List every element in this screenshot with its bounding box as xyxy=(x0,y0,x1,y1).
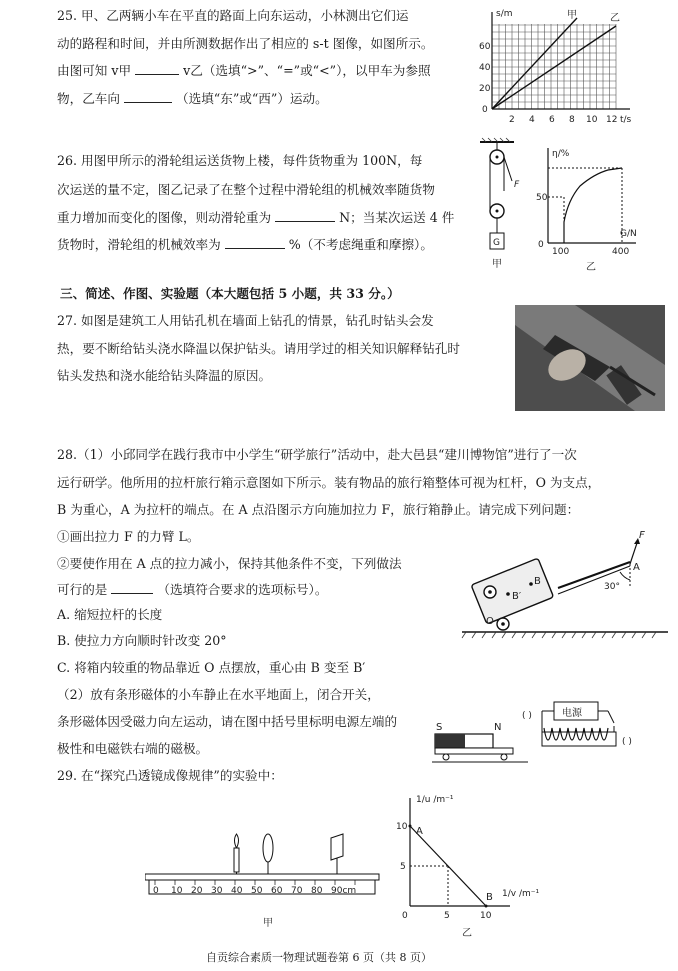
q25-st-graph xyxy=(470,4,675,124)
page-footer: 自贡综合素质一物理试题卷第 6 页（共 8 页） xyxy=(206,951,432,964)
q26-ytick-50: 50 xyxy=(536,193,548,203)
q26-line-3 xyxy=(57,209,454,226)
q25-label-jia: 甲 xyxy=(567,10,577,21)
q28-part-2-line-2: 条形磁体因受磁力向左运动，请在图中括号里标明电源左端的 xyxy=(57,714,398,729)
q25-label-yi: 乙 xyxy=(610,13,620,24)
q26-force-label: F xyxy=(514,180,520,190)
q29-point-a: A xyxy=(416,826,423,837)
q29-point-b: B xyxy=(486,892,493,903)
q28-feasible-text: 可行的是 xyxy=(57,582,108,597)
bench-tick-0: 0 xyxy=(153,886,159,896)
q25-line-yi xyxy=(492,26,616,109)
label-angle: 30° xyxy=(604,582,620,592)
q26-efficiency-text: 货物时，滑轮组的机械效率为 xyxy=(57,237,221,252)
drill-scene xyxy=(515,305,665,411)
q26-line-1: 26. 用图甲所示的滑轮组运送货物上楼，每件货物重为 100N，每 xyxy=(57,153,423,168)
label-a: A xyxy=(633,562,640,573)
q25-xtick-2: 2 xyxy=(509,115,515,124)
q29-xtick-5: 5 xyxy=(444,911,450,921)
q26-line-2: 次运送的量不定，图乙记录了在整个过程中滑轮组的机械效率随货物 xyxy=(57,182,435,197)
q25-blank-2[interactable] xyxy=(124,90,172,103)
q26-xlabel: G/N xyxy=(620,229,637,239)
q28-line-3: B 为重心，A 为拉杆的端点。在 A 点沿图示方向施加拉力 F，旅行箱静止。请完成下列问题： xyxy=(57,502,580,517)
bench-tick-30: 30 xyxy=(211,886,223,896)
q29-xlabel: 1/v /m⁻¹ xyxy=(502,889,540,899)
magnet-n: N xyxy=(494,722,502,733)
bench-tick-40: 40 xyxy=(231,886,243,896)
q26-blank-1[interactable] xyxy=(275,209,335,222)
q28-line-1: 28.（1）小邱同学在践行我市中小学生“研学旅行”活动中，赴大邑县“建川博物馆”进行了一次 xyxy=(57,447,577,462)
q29-ytick-5: 5 xyxy=(400,862,406,872)
magnet-s: S xyxy=(436,722,443,733)
q26-weight-label: G xyxy=(493,238,500,248)
q28-item-2: ②要使作用在 A 点的拉力减小，保持其他条件不变，下列做法 xyxy=(57,556,402,571)
power-source-label: 电源 xyxy=(562,708,582,719)
q25-choose: （选填“东”或“西”）运动。 xyxy=(176,91,328,106)
q26-line-4 xyxy=(57,236,433,253)
q25-line-4 xyxy=(57,90,328,107)
q25-xtick-8: 8 xyxy=(569,115,575,124)
convex-lens xyxy=(263,834,273,862)
q25-line-1: 25. 甲、乙两辆小车在平直的路面上向东运动，小林测出它们运 xyxy=(57,8,409,23)
q28-part-2-line-3: 极性和电磁铁右端的磁极。 xyxy=(57,741,209,756)
q26-caption-jia: 甲 xyxy=(492,259,502,270)
bench-tick-80: 80 xyxy=(311,886,323,896)
q26-efficiency-graph xyxy=(536,140,671,275)
q28-option-a: A. 缩短拉杆的长度 xyxy=(57,607,163,622)
q26-note: %（不考虑绳重和摩擦）。 xyxy=(288,237,433,252)
q25-blank-1[interactable] xyxy=(135,62,179,75)
q26-ytick-0: 0 xyxy=(538,240,544,250)
q29-caption: 乙 xyxy=(462,928,472,939)
q29-ytick-10: 10 xyxy=(396,822,408,832)
q25-car-dir: 物，乙车向 xyxy=(57,91,120,106)
label-f: F xyxy=(639,530,645,541)
q28-option-c: C. 将箱内较重的物品靠近 O 点摆放，重心由 B 变至 B′ xyxy=(57,660,366,675)
screen xyxy=(331,834,343,860)
q25-line-3 xyxy=(57,62,431,79)
paren-source: ( ) xyxy=(522,711,532,721)
q26-caption-yi: 乙 xyxy=(586,262,596,273)
q26-xtick-100: 100 xyxy=(552,247,570,257)
q28-part-2-line-1: （2）放有条形磁体的小车静止在水平地面上，闭合开关， xyxy=(57,687,380,702)
bench-tick-90cm: 90cm xyxy=(331,886,357,896)
q25-ylabel: s/m xyxy=(496,9,513,19)
q25-xtick-4: 4 xyxy=(529,115,535,124)
q29-xtick-10: 10 xyxy=(480,911,492,921)
q28-select-hint: （选填符合要求的选项标号）。 xyxy=(157,582,328,597)
q29-optical-bench xyxy=(145,828,385,938)
q28-line-6 xyxy=(57,581,327,598)
q25-xtick-10: 10 xyxy=(586,115,598,124)
q25-ytick-40: 40 xyxy=(479,63,491,73)
q26-ylabel: η/% xyxy=(552,149,570,159)
q26-blank-2[interactable] xyxy=(225,236,285,249)
q28-magnet-diagram xyxy=(432,688,672,768)
q25-xtick-12: 12 xyxy=(606,115,618,124)
q25-ytick-0: 0 xyxy=(482,105,488,115)
paren-magnet: ( ) xyxy=(622,737,632,747)
q25-vjia: 由图可知 v甲 xyxy=(57,63,132,78)
q29-ylabel: 1/u /m⁻¹ xyxy=(416,795,454,805)
bench-tick-10: 10 xyxy=(171,886,183,896)
q28-line-2: 远行研学。他所用的拉杆旅行箱示意图如下所示。装有物品的旅行箱整体可视为杠杆，O 为支点， xyxy=(57,475,601,490)
q29-ytick-0: 0 xyxy=(402,911,408,921)
q29-uv-graph xyxy=(390,790,550,940)
drilling-photo xyxy=(515,305,665,411)
q26-pulley-weight-text: 重力增加而变化的图像，则动滑轮重为 xyxy=(57,210,272,225)
q27-line-3: 钻头发热和浇水能给钻头降温的原因。 xyxy=(57,368,272,383)
label-b-prime: B′ xyxy=(512,591,522,602)
q26-xtick-400: 400 xyxy=(612,247,630,257)
q25-line-2: 动的路程和时间，并由所测数据作出了相应的 s-t 图像，如图所示。 xyxy=(57,36,434,51)
q26-curve xyxy=(564,168,622,243)
q28-suitcase-diagram xyxy=(458,528,670,640)
q27-line-1: 27. 如图是建筑工人用钻孔机在墙面上钻孔的情景，钻孔时钻头会发 xyxy=(57,313,434,328)
q29-line-1: 29. 在“探究凸透镜成像规律”的实验中： xyxy=(57,768,283,783)
bench-tick-50: 50 xyxy=(251,886,263,896)
bench-tick-60: 60 xyxy=(271,886,283,896)
label-o: O xyxy=(486,616,494,627)
q26-four-items-text: N；当某次运送 4 件 xyxy=(339,210,455,225)
q27-line-2: 热，要不断给钻头浇水降温以保护钻头。请用学过的相关知识解释钻孔时 xyxy=(57,341,460,356)
label-b: B xyxy=(534,576,541,587)
q25-xlabel: t/s xyxy=(620,115,632,124)
bench-tick-70: 70 xyxy=(291,886,303,896)
section-3-heading: 三、简述、作图、实验题（本大题包括 5 小题，共 33 分。） xyxy=(60,286,400,301)
q25-vyi: v乙（选填“>”、“=”或“<”），以甲车为参照 xyxy=(183,63,431,78)
bench-caption: 甲 xyxy=(263,918,273,929)
q25-xtick-6: 6 xyxy=(549,115,555,124)
q26-pulley-diagram xyxy=(476,137,540,272)
q25-ytick-60: 60 xyxy=(479,42,491,52)
q28-blank-1[interactable] xyxy=(111,581,153,594)
bench-tick-20: 20 xyxy=(191,886,203,896)
q25-ytick-20: 20 xyxy=(479,84,491,94)
q28-item-1: ①画出拉力 F 的力臂 L。 xyxy=(57,529,200,544)
q28-option-b: B. 使拉力方向顺时针改变 20° xyxy=(57,633,227,648)
